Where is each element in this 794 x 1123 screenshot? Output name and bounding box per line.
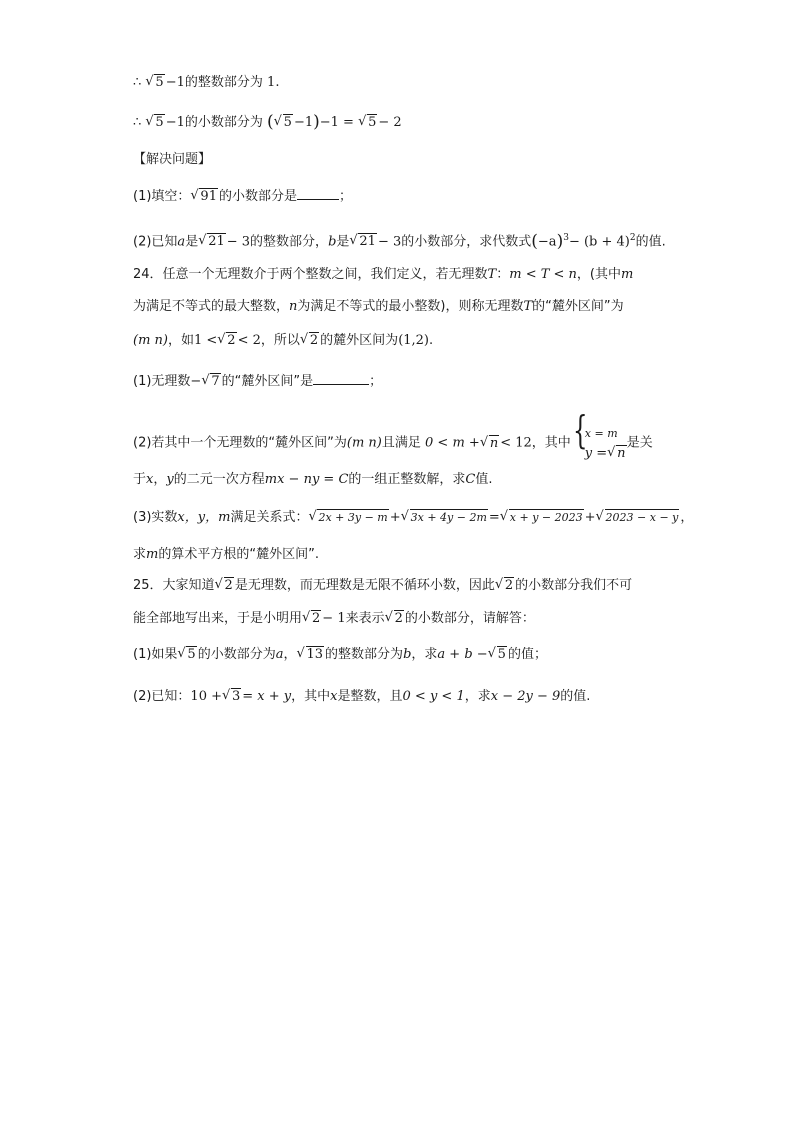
- sqrt-n: √ n: [607, 444, 626, 464]
- sqrt-expr: √ 3x + 4y − 2m: [401, 508, 488, 528]
- sqrt-2: √ 2: [302, 609, 321, 629]
- section-heading: 【解决问题】: [133, 152, 212, 167]
- question-2: (2)已知a是√ 21 − 3的整数部分，b是√ 21 − 3的小数部分，求代数式$(-a)^3- (b + 4)^2$的值.: [133, 228, 666, 252]
- sqrt-expr: √ 2x + 3y − m: [308, 508, 388, 528]
- sqrt-5: √ 5: [145, 113, 164, 133]
- question-24-part-3-cont: 求m的算术平方根的“麓外区间”.: [133, 547, 319, 562]
- sqrt-3: √ 3: [222, 687, 241, 707]
- question-24-part-2: (2)若其中一个无理数的“麓外区间”为(m n)且满足 0 < m +√ n < 12，其中 { x = m y =√ n 是关: [133, 423, 653, 463]
- sqrt-2: √ 2: [385, 609, 404, 629]
- line-decimal-part: ∴ √ 5 −1的小数部分为 (√ 5 −1)−1 = √ 5 − 2: [133, 112, 402, 133]
- sqrt-5: √ 5: [488, 645, 507, 665]
- answer-blank[interactable]: [297, 187, 339, 200]
- question-25-intro-cont: 能全部地写出来，于是小明用√ 2 − 1来表示√ 2 的小数部分，请解答：: [133, 609, 535, 629]
- sqrt-n: √ n: [480, 434, 499, 454]
- sqrt-5: √ 5: [145, 73, 164, 93]
- sqrt-5: √ 5: [177, 645, 196, 665]
- sqrt-7: √ 7: [201, 372, 220, 392]
- sqrt-2: √ 2: [300, 331, 319, 351]
- sqrt-2: √ 2: [217, 331, 236, 351]
- sqrt-2: √ 2: [495, 576, 514, 596]
- sqrt-5: √ 5: [274, 113, 293, 133]
- question-1-fill: (1)填空：√ 91 的小数部分是 ；: [133, 187, 352, 207]
- question-24-def: 为满足不等式的最大整数，n为满足不等式的最小整数)，则称无理数T的“麓外区间”为: [133, 299, 624, 314]
- line-integer-part: ∴ √ 5 −1的整数部分为 1.: [133, 73, 279, 93]
- sqrt-2: √ 2: [215, 576, 234, 596]
- question-24-intro: 24．任意一个无理数介于两个整数之间，我们定义，若无理数T：m < T < n，(其中m: [133, 267, 634, 282]
- sqrt-expr: √ 2023 − x − y: [596, 508, 680, 528]
- question-25-intro: 25．大家知道√ 2 是无理数，而无理数是无限不循环小数，因此√ 2 的小数部分我们不可: [133, 576, 632, 596]
- sqrt-13: √ 13: [297, 645, 325, 665]
- answer-blank[interactable]: [313, 372, 369, 385]
- question-24-part-2-cont: 于x，y的二元一次方程mx − ny = C的一组正整数解，求C值.: [133, 472, 493, 487]
- question-25-part-1: (1)如果√ 5 的小数部分为a，√ 13 的整数部分为b，求a + b −√ 5 的值；: [133, 645, 547, 665]
- therefore-symbol: ∴: [133, 75, 142, 90]
- sqrt-21: √ 21: [349, 232, 377, 252]
- question-24-part-1: (1)无理数−√ 7 的“麓外区间”是 ；: [133, 372, 382, 392]
- question-24-example: (m n)，如1 <√ 2 < 2，所以√ 2 的麓外区间为(1,2).: [133, 331, 433, 351]
- question-25-part-2: (2)已知：10 +√ 3 = x + y，其中x是整数，且0 < y < 1，求x − 2y − 9的值.: [133, 687, 590, 707]
- sqrt-expr: √ x + y − 2023: [500, 508, 584, 528]
- sqrt-5: √ 5: [358, 113, 377, 133]
- equation-system: { x = m y =√ n: [573, 423, 625, 463]
- question-24-part-3: (3)实数x，y，m满足关系式：√ 2x + 3y − m +√ 3x + 4y − 2m =√ x + y − 2023 +√ 2023 − x − y ，: [133, 508, 693, 528]
- sqrt-91: √ 91: [190, 187, 218, 207]
- sqrt-21: √ 21: [198, 232, 226, 252]
